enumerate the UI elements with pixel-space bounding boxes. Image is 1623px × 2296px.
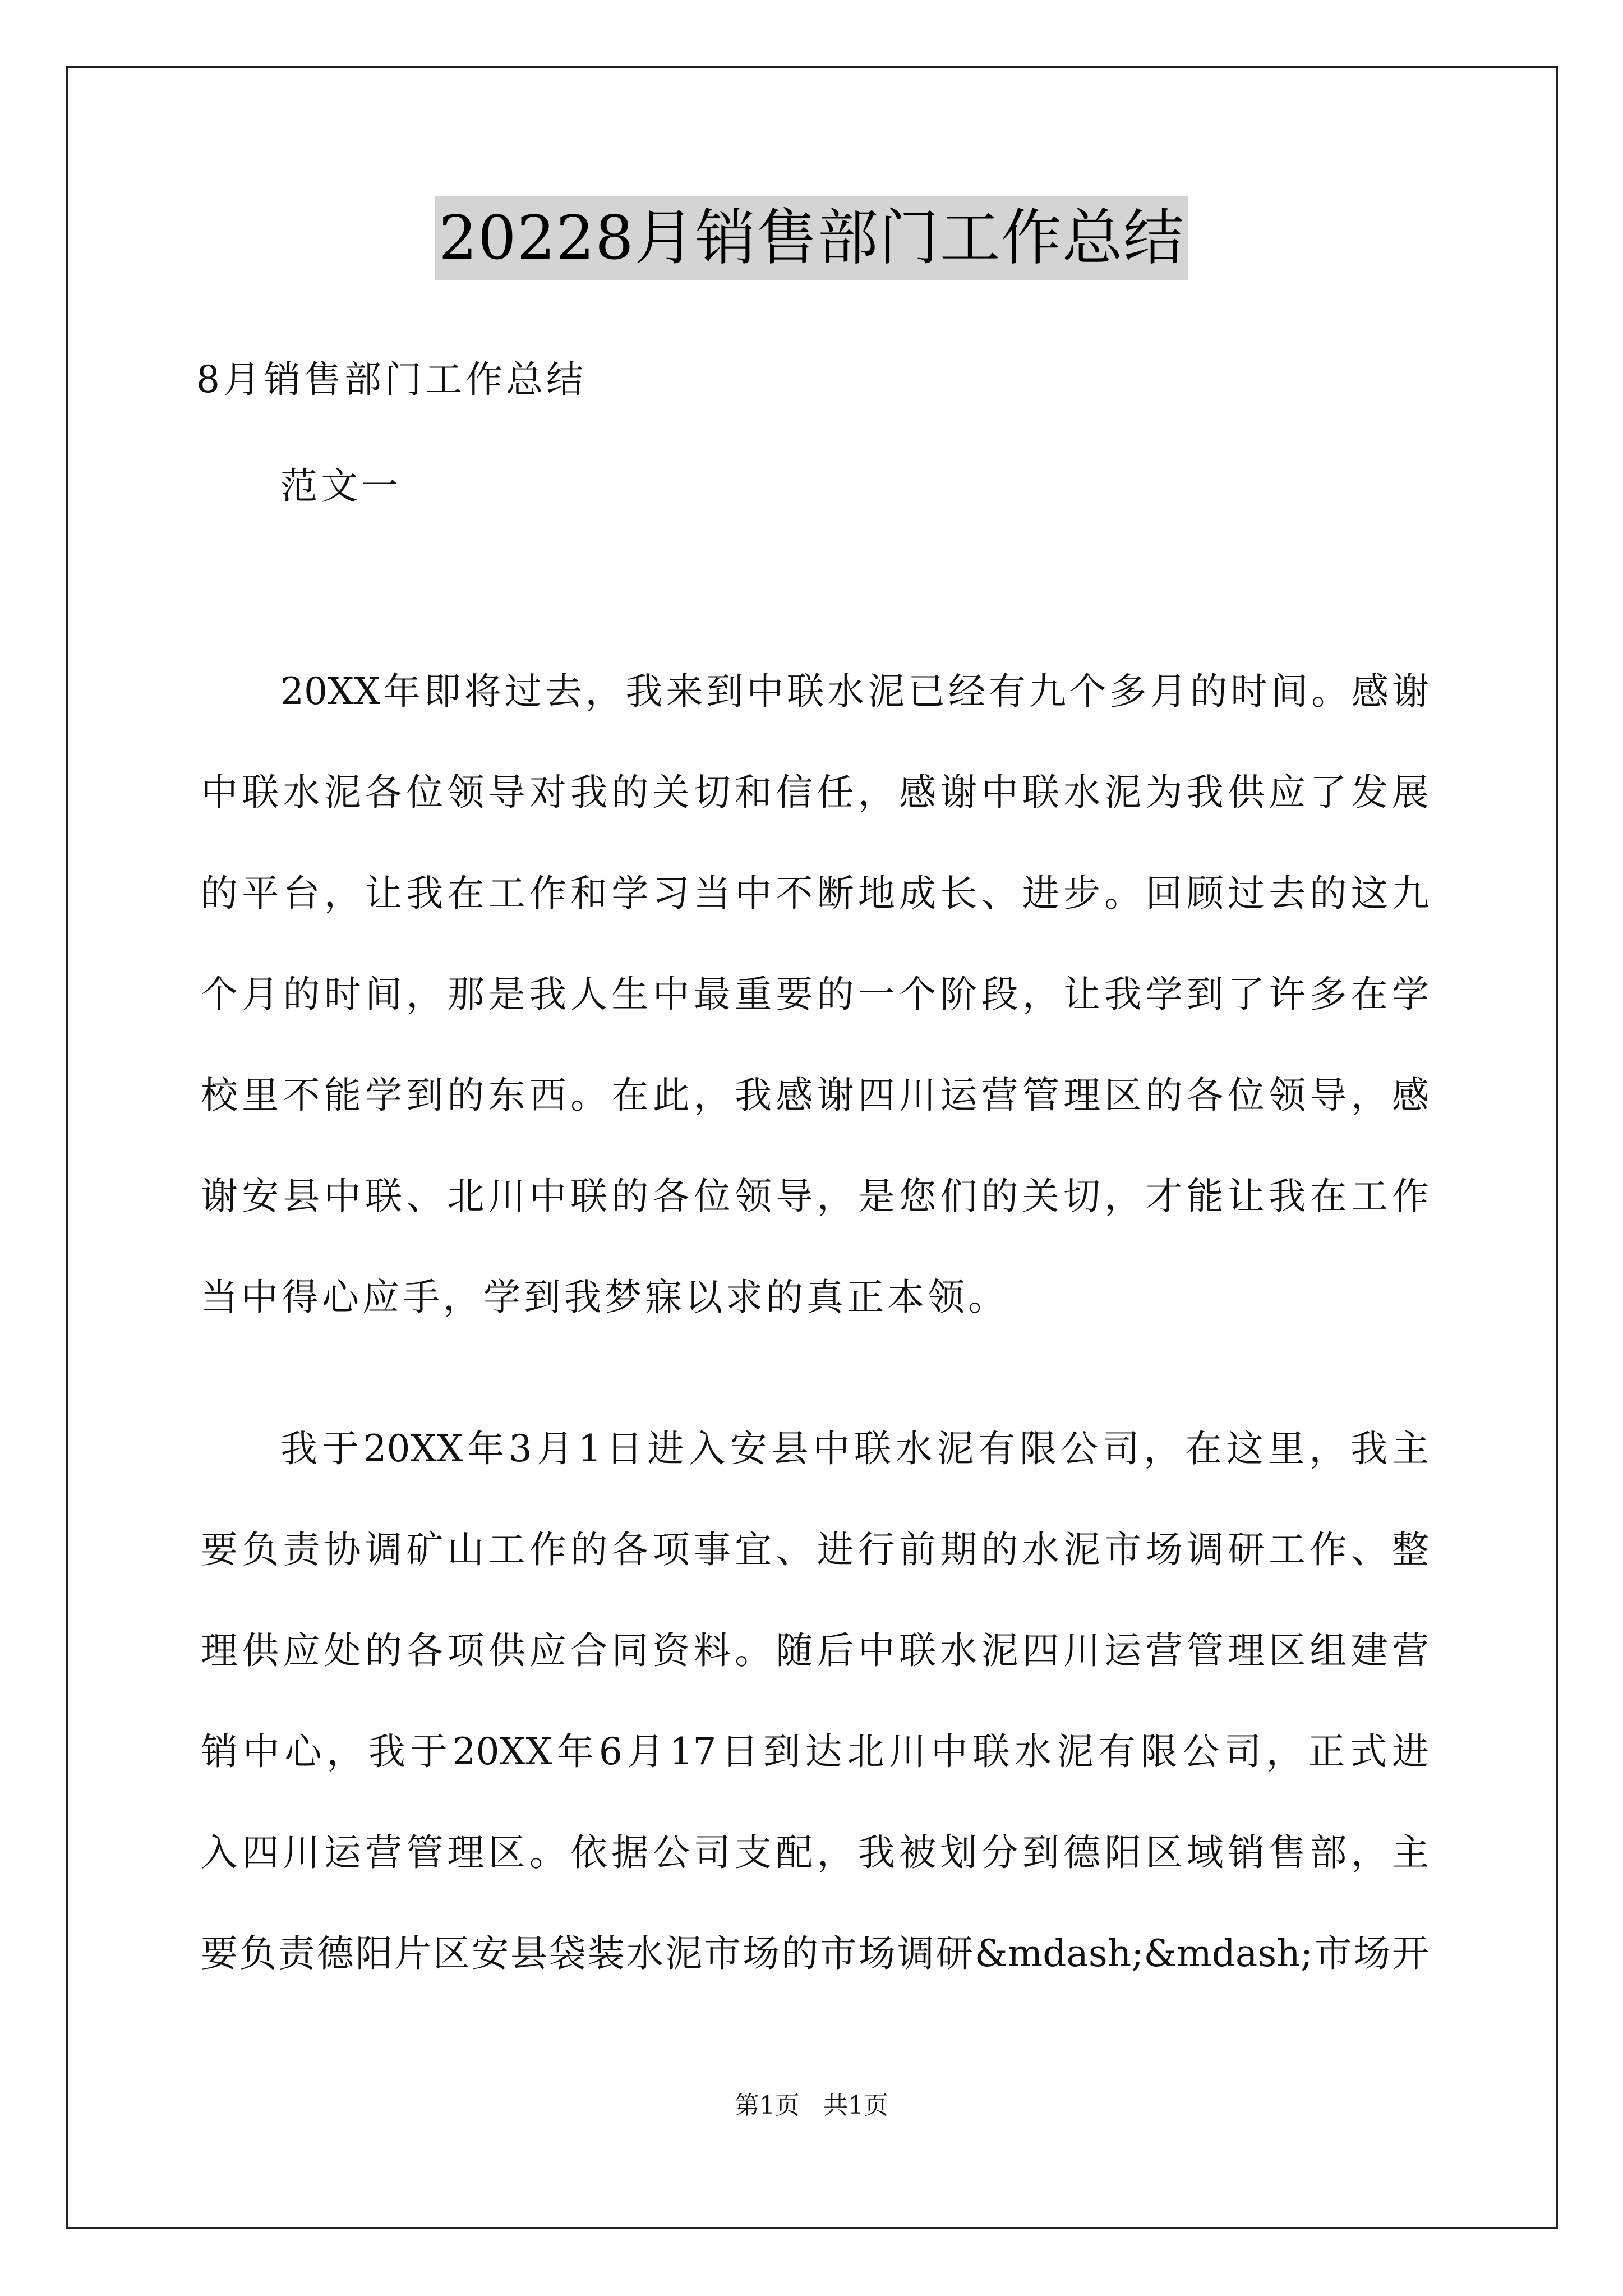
page-footer: 第1页 共1页: [735, 2091, 888, 2120]
paragraph-line: 要负责德阳片区安县袋装水泥市场的市场调研&mdash;&mdash;市场开: [201, 1932, 1429, 1975]
paragraph-line: 要负责协调矿山工作的各项事宜、进行前期的水泥市场调研工作、整: [201, 1528, 1429, 1571]
paragraph-line: 我于20XX年3月1日进入安县中联水泥有限公司，在这里，我主: [280, 1427, 1429, 1470]
sample-label: 范文一: [280, 464, 402, 508]
paragraph-line: 当中得心应手，学到我梦寐以求的真正本领。: [201, 1276, 1008, 1319]
title-container: [0, 196, 1623, 280]
paragraph-line: 20XX年即将过去，我来到中联水泥已经有九个多月的时间。感谢: [280, 670, 1429, 713]
paragraph-line: 的平台，让我在工作和学习当中不断地成长、进步。回顾过去的这九: [201, 872, 1429, 915]
paragraph-line: 理供应处的各项供应合同资料。随后中联水泥四川运营管理区组建营: [201, 1629, 1429, 1672]
paragraph-line: 入四川运营管理区。依据公司支配，我被划分到德阳区域销售部，主: [201, 1831, 1429, 1874]
document-subtitle: 8月销售部门工作总结: [196, 358, 587, 401]
paragraph-line: 谢安县中联、北川中联的各位领导，是您们的关切，才能让我在工作: [201, 1175, 1429, 1218]
paragraph-line: 中联水泥各位领导对我的关切和信任，感谢中联水泥为我供应了发展: [201, 771, 1429, 814]
paragraph-line: 校里不能学到的东西。在此，我感谢四川运营管理区的各位领导，感: [201, 1074, 1429, 1117]
paragraph-line: 个月的时间，那是我人生中最重要的一个阶段，让我学到了许多在学: [201, 973, 1429, 1016]
paragraph-line: 销中心，我于20XX年6月17日到达北川中联水泥有限公司，正式进: [201, 1730, 1429, 1773]
document-title: 20228月销售部门工作总结: [435, 196, 1188, 280]
